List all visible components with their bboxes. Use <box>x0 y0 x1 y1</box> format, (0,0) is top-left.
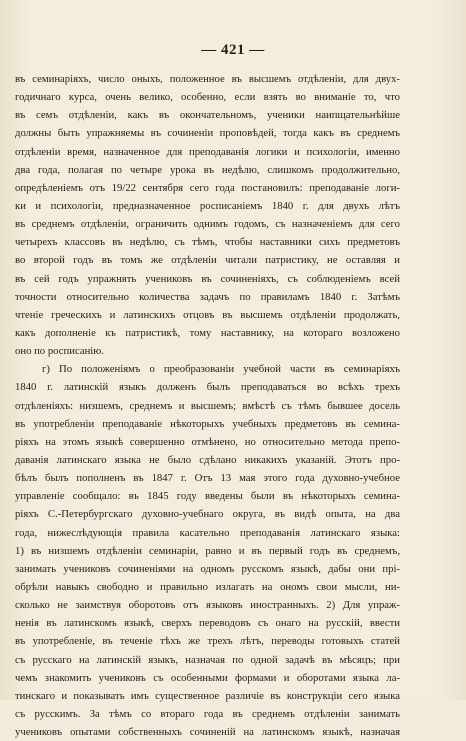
text-line: сколько не заимствуя оборотовъ отъ языковъ иностранныхъ. 2) Для упраж- <box>15 599 400 612</box>
text-line: съ русскаго на латинскій языкъ, назначая по одной задачѣ въ мѣсяцъ; при <box>15 653 400 666</box>
text-line: во второй годъ въ томъ же отдѣленіи читали патристику, не оставляя и <box>15 254 400 267</box>
paragraph-start-line: г) По положеніямъ о преобразованіи учебной части въ семинаріяхъ <box>42 363 400 376</box>
text-line: занимать учениковъ сочиненіями на одномъ русскомъ языкѣ, дабы они прі- <box>15 562 400 575</box>
text-line: въ среднемъ отдѣленіи, ограничить однимъ годомъ, съ назначеніемъ для сего <box>15 218 400 231</box>
text-line: четырехъ классовъ въ недѣлю, съ тѣмъ, чтобы наставники сихъ предметовъ <box>15 236 400 249</box>
text-line: ненія въ латинскомъ языкѣ, сверхъ переводовъ съ онаго на русскій, ввести <box>15 617 400 630</box>
text-line: бѣлъ былъ пополненъ въ 1847 г. Отъ 13 мая этого года духовно-учебное <box>15 472 400 485</box>
text-line: обрѣли навыкъ свободно и правильно излагать на ономъ свои мысли, ни- <box>15 580 400 593</box>
text-line: опредѣленіемъ отъ 19/22 сентября сего года постановилъ: преподаваніе логи- <box>15 181 400 194</box>
text-line: въ семинаріяхъ, число оныхъ, положенное въ высшемъ отдѣленіи, для двух- <box>15 73 400 85</box>
text-line: ріяхъ С.-Петербургскаго духовно-учебнаго округа, въ видѣ опыта, на два <box>15 508 400 521</box>
page-number: — 421 — <box>201 42 265 58</box>
text-line: отдѣленіи время, назначенное для преподаванія логики и психологіи, именно <box>15 145 400 158</box>
text-line: точности относительно количества задачъ по правиламъ 1840 г. Затѣмъ <box>15 290 400 303</box>
text-line: въ употребленіе, въ теченіе тѣхъ же трехъ лѣтъ, переводы готовыхъ статей <box>15 635 400 648</box>
text-line: ки и психологіи, предназначенное росписаніемъ 1840 г. для двухъ лѣтъ <box>15 199 400 212</box>
text-line: 1840 г. латинскій языкъ долженъ былъ преподаваться во всѣхъ трехъ <box>15 381 400 394</box>
text-line: въ сей годъ упражнять учениковъ въ сочиненіяхъ, съ соблюденіемъ всей <box>15 272 400 285</box>
text-line: учениковъ опытами собственныхъ сочиненій на латинскомъ языкѣ, назначая <box>15 726 400 739</box>
text-line: оно по росписанію. <box>15 345 104 358</box>
text-line: чтеніе греческихъ и латинскихъ отцовъ въ высшемъ отдѣленіи продолжать, <box>15 308 400 321</box>
text-line: 1) въ низшемъ отдѣленіи семинаріи, равно и въ первый годъ въ среднемъ, <box>15 544 400 557</box>
text-line: какъ дополненіе къ патристикѣ, тому наставнику, на котораго возложено <box>15 326 400 339</box>
text-line: должны быть упражняемы въ сочиненіи проповѣдей, тогда какъ въ среднемъ <box>15 127 400 140</box>
text-line: ріяхъ на этомъ языкѣ совершенно отмѣнено, но относительно метода препо- <box>15 435 400 448</box>
text-line: года, нижеслѣдующія правила касательно преподаванія латинскаго языка: <box>15 526 400 539</box>
text-line: даванія латинскаго языка не было сдѣлано никакихъ указаній. Этотъ про- <box>15 453 400 466</box>
text-line: въ употребленіи преподаваніе нѣкоторыхъ учебныхъ предметовъ въ семина- <box>15 417 400 430</box>
text-line: два года, полагая по четыре урока въ недѣлю, слишкомъ продолжительно, <box>15 163 400 176</box>
text-line: годичнаго курса, очень велико, особенно, если взять во вниманіе то, что <box>15 91 400 104</box>
text-line: тинскаго и показывать имъ существенное различіе въ конструкціи сего языка <box>15 689 400 702</box>
text-line: съ русскимъ. За тѣмъ со втораго года въ среднемъ отдѣленіи занимать <box>15 707 400 720</box>
text-line: отдѣленіяхъ: низшемъ, среднемъ и высшемъ; вмѣстѣ съ тѣмъ бывшее досель <box>15 399 400 412</box>
body-text <box>15 70 400 741</box>
text-line: управленіе сообщало: въ 1845 году введены были въ нѣкоторыхъ семина- <box>15 490 400 503</box>
text-line: въ семъ отдѣленіи, какъ въ окончательномъ, ученики наипщательнѣйше <box>15 109 400 122</box>
text-line: чемъ знакомить учениковъ съ особенными формами и оборотами языка ла- <box>15 671 400 684</box>
